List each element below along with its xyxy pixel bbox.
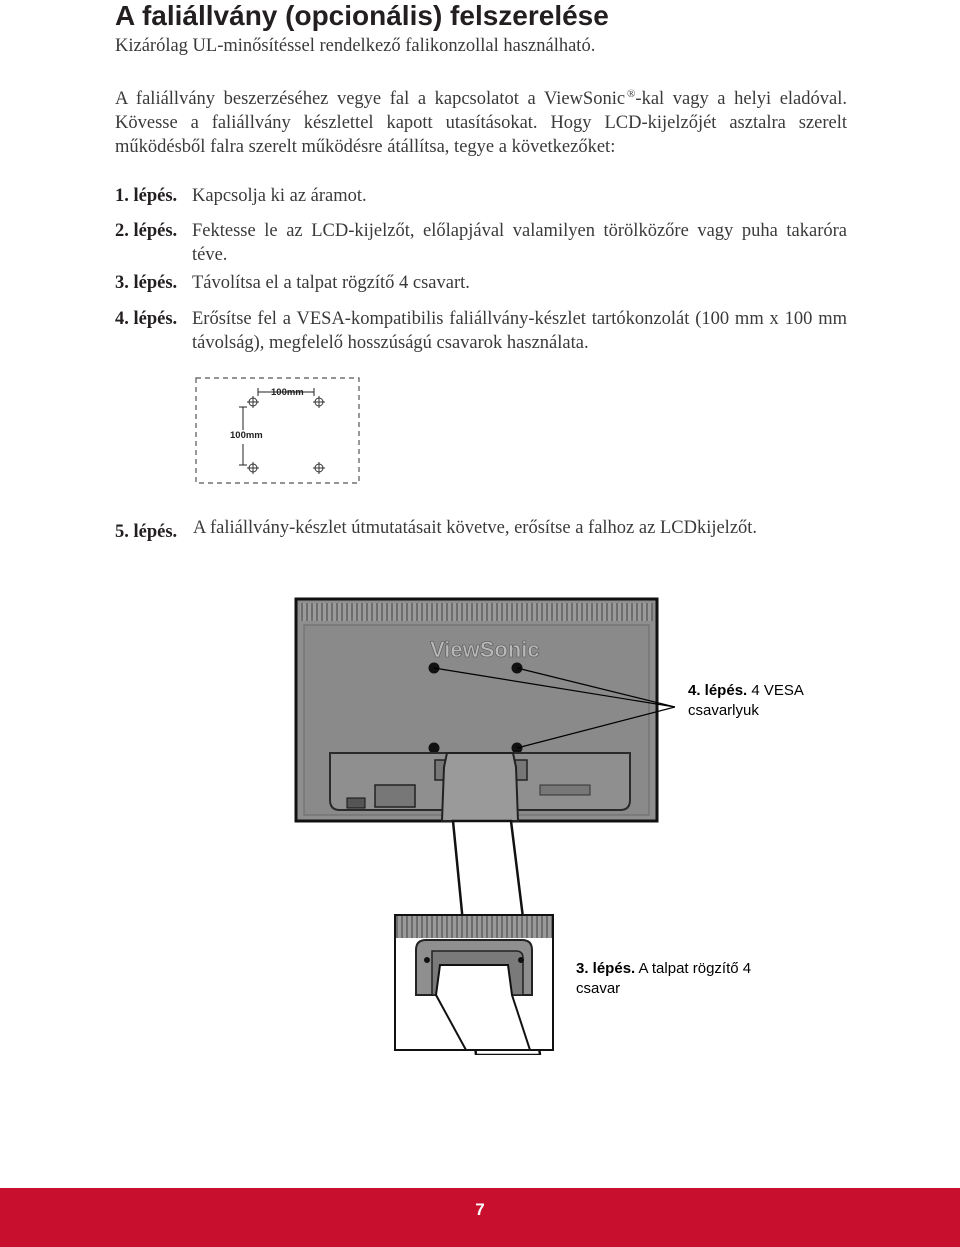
hole-icon: [247, 396, 259, 408]
top-vents: [300, 603, 653, 621]
vesa-hole-icon: [429, 743, 440, 754]
hole-icon: [313, 396, 325, 408]
step-label: 5. lépés.: [115, 522, 178, 542]
step-text: A faliállvány-készlet útmutatásait követve, erősítse a falhoz az LCDkijelzőt.: [193, 518, 758, 538]
connector-port: [375, 785, 415, 807]
page-title: A faliállvány (opcionális) felszerelése: [115, 0, 609, 31]
callout-step-label: 3. lépés.: [576, 960, 636, 977]
page-footer: [0, 1188, 960, 1247]
step-text: Kapcsolja ki az áramot.: [192, 186, 367, 206]
stand-screw-icon: [424, 957, 430, 963]
callout-vesa-holes: [688, 681, 828, 721]
intro-text-end: -kal vagy a helyi eladóval. Kövesse a faliállvány készlettel kapott utasításokat. Hogy LCD-kijelzőjét asztalra szerelt működésből falra szerelt működésre átállítsa, tegye a következőket:: [115, 89, 847, 158]
inset-vents: [396, 916, 552, 938]
step-label: 2. lépés.: [115, 221, 178, 241]
step-label: 3. lépés.: [115, 273, 178, 293]
page-number: 7: [475, 1200, 485, 1219]
hole-icon: [313, 462, 325, 474]
registered-mark: ®: [627, 88, 636, 100]
step-label: 4. lépés.: [115, 309, 178, 329]
stand-neck-top: [442, 753, 518, 821]
page-subtitle: Kizárólag UL-minősítéssel rendelkező falikonzollal használható.: [115, 36, 596, 56]
vertical-dimension-label: 100mm: [230, 430, 263, 441]
vesa-pattern-diagram: [190, 372, 365, 487]
intro-paragraph: [115, 82, 847, 159]
callout-text: 4 VESA csavarlyuk: [688, 682, 804, 719]
hole-icon: [247, 462, 259, 474]
step-label: 1. lépés.: [115, 186, 178, 206]
step-text: Fektesse le az LCD-kijelzőt, előlapjával valamilyen törölközőre vagy puha takaróra téve.: [192, 221, 847, 265]
callout-stand-screws: [576, 959, 796, 999]
brand-logo: ViewSonic: [430, 637, 540, 662]
intro-text-start: A faliállvány beszerzéséhez vegye fal a kapcsolatot a ViewSonic: [115, 89, 626, 110]
stand-screw-icon: [518, 957, 524, 963]
callout-text: A talpat rögzítő 4 csavar: [576, 960, 752, 997]
step-text: Távolítsa el a talpat rögzítő 4 csavart.: [192, 273, 470, 293]
power-switch-icon: [347, 798, 365, 808]
step-text: Erősítse fel a VESA-kompatibilis faliállvány-készlet tartókonzolát (100 mm x 100 mm távolság), megfelelő hosszúságú csavarok használata.: [192, 309, 847, 353]
callout-step-label: 4. lépés.: [688, 682, 748, 699]
horizontal-dimension-label: 100mm: [271, 387, 304, 398]
port-cover: [540, 785, 590, 795]
